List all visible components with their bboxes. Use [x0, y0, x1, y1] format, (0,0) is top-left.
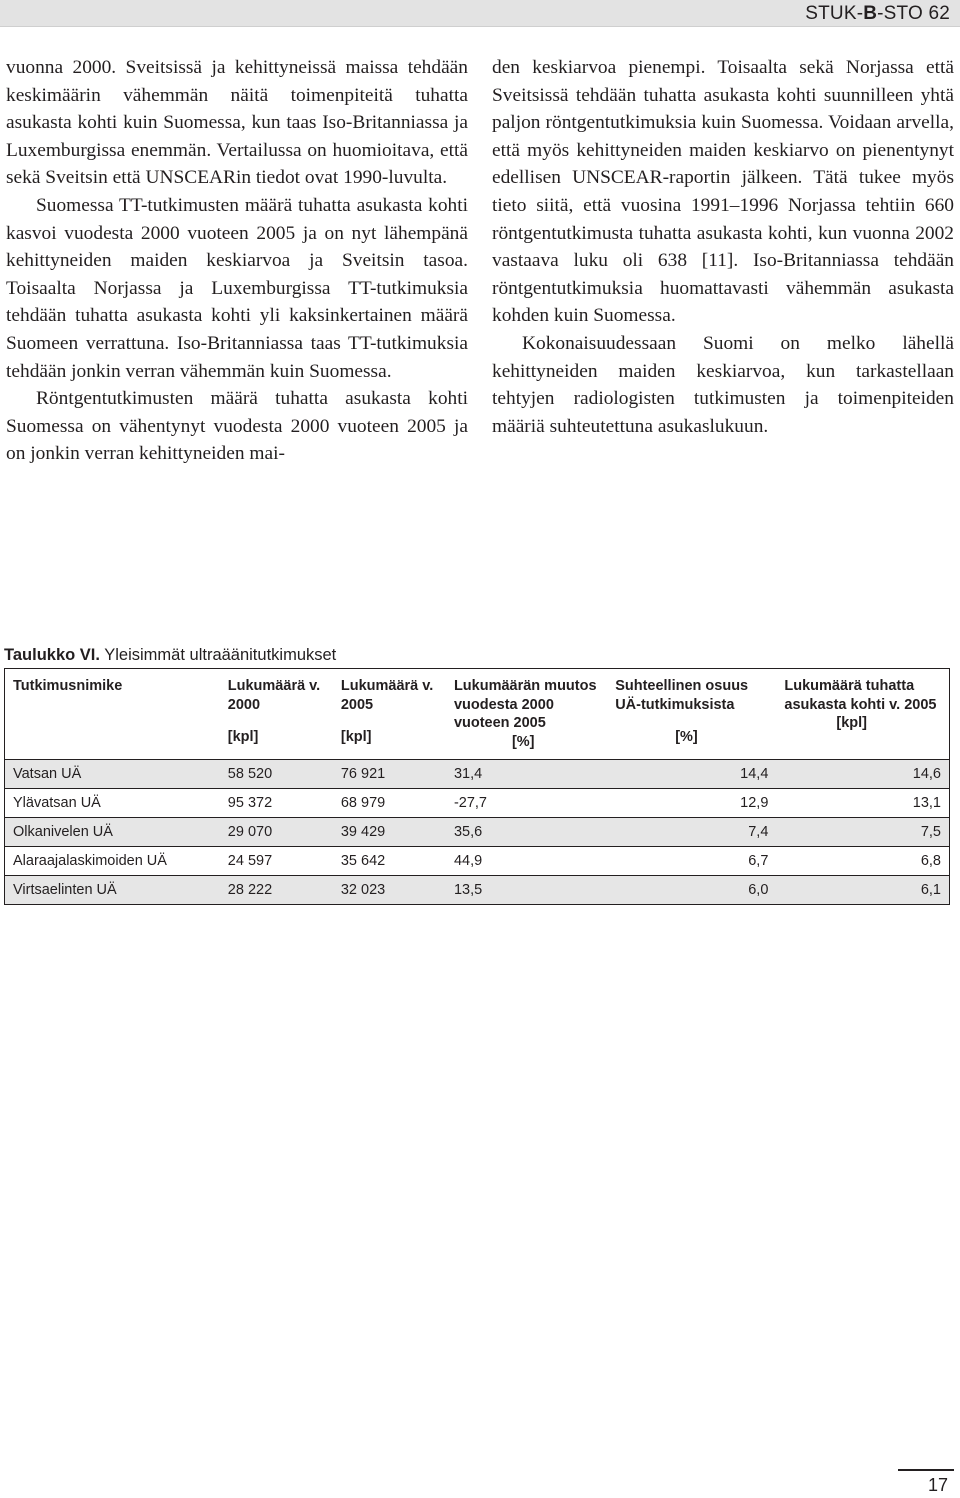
paragraph: den keskiarvoa pienempi. Toisaalta sekä Norjassa että Sveitsissä tehdään tuhatta asukasta kohti suunnilleen yhtä paljon röntgentutkimuksia kuin Suomessa. Voidaan arvella, että myös kehittyneiden maiden keskiarvo on pienentynyt edellisen UNSCEAR-raportin jälkeen. Tätä tukee myös tieto siitä, että vuosina 1991–1996 Norjassa tehtiin 660 röntgentutkimusta tuhatta asukasta kohti, kun vuonna 2002 vastaava luku oli 638 [11]. Iso-Britanniassa tehdään röntgentutkimuksia huomattavasti vähemmän asukasta kohden kuin Suomessa.	[492, 57, 954, 327]
cell: 29 070	[220, 818, 333, 847]
cell: 35,6	[446, 818, 607, 847]
table-row	[5, 847, 950, 876]
cell: 68 979	[333, 789, 446, 818]
table-caption-label: Taulukko VI.	[4, 646, 100, 664]
cell: 31,4	[446, 760, 607, 789]
cell: Olkanivelen UÄ	[5, 818, 220, 847]
cell: 6,7	[607, 847, 776, 876]
page-number-rule	[898, 1469, 954, 1471]
table-caption-text: Yleisimmät ultraäänitutkimukset	[99, 646, 337, 664]
header-cell: Tutkimusnimike	[5, 669, 220, 760]
right-text-column	[492, 54, 954, 440]
paragraph: Kokonaisuudessaan Suomi on melko lähellä kehittyneiden maiden keskiarvoa, kun tarkastellaan tehtyjen radiologisten tutkimusten ja toimenpiteiden määriä suhteutettuna asukaslukuun.	[492, 332, 954, 437]
paragraph: Röntgentutkimusten määrä tuhatta asukasta kohti Suomessa on vähentynyt vuodesta 2000 vuoteen 2005 ja on jonkin verran kehittyneiden mai-	[6, 388, 468, 465]
table-row	[5, 789, 950, 818]
cell: 35 642	[333, 847, 446, 876]
cell: 39 429	[333, 818, 446, 847]
cell: 58 520	[220, 760, 333, 789]
cell: 76 921	[333, 760, 446, 789]
paragraph: vuonna 2000. Sveitsissä ja kehittyneissä maissa tehdään keskimäärin vähemmän näitä toimenpiteitä tuhatta asukasta kohti kuin Suomessa, kun taas Iso-Britanniassa ja Luxemburgissa enemmän. Vertailussa on huomioitava, että sekä Sveitsin että UNSCEARin tiedot ovat 1990-luvulta.	[6, 57, 468, 189]
cell: 13,1	[776, 789, 949, 818]
cell: 24 597	[220, 847, 333, 876]
left-text-column	[6, 54, 468, 468]
table-row	[5, 876, 950, 905]
cell: 95 372	[220, 789, 333, 818]
table-row	[5, 760, 950, 789]
cell: 14,4	[607, 760, 776, 789]
header-cell: Lukumäärä tuhatta asukasta kohti v. 2005 [kpl]	[776, 669, 949, 760]
header-cell: Lukumäärän muutos vuodesta 2000 vuoteen 2005 [%]	[446, 669, 607, 760]
cell: 6,0	[607, 876, 776, 905]
cell: 44,9	[446, 847, 607, 876]
cell: 12,9	[607, 789, 776, 818]
header-cell: Lukumäärä v. 2000 [kpl]	[220, 669, 333, 760]
page-header-bar	[0, 0, 960, 27]
ultrasound-table	[4, 668, 950, 905]
cell: 28 222	[220, 876, 333, 905]
cell: 32 023	[333, 876, 446, 905]
cell: 6,8	[776, 847, 949, 876]
table-header-row	[5, 669, 950, 760]
cell: 13,5	[446, 876, 607, 905]
header-cell: Lukumäärä v. 2005 [kpl]	[333, 669, 446, 760]
cell: 7,4	[607, 818, 776, 847]
cell: 14,6	[776, 760, 949, 789]
cell: Virtsaelinten UÄ	[5, 876, 220, 905]
series-reference: STUK-B-STO 62	[805, 3, 950, 24]
cell: 6,1	[776, 876, 949, 905]
header-cell: Suhteellinen osuus UÄ-tutkimuksista [%]	[607, 669, 776, 760]
cell: Alaraajalaskimoiden UÄ	[5, 847, 220, 876]
table-caption	[4, 646, 944, 665]
cell: -27,7	[446, 789, 607, 818]
table-row	[5, 818, 950, 847]
paragraph: Suomessa TT-tutkimusten määrä tuhatta asukasta kohti kasvoi vuodesta 2000 vuoteen 2005 ja on nyt lähempänä kehittyneiden maiden keskiarvoa ja Sveitsin tasoa. Toisaalta Norjassa ja Luxemburgissa TT-tutkimuksia tehdään tuhatta asukasta kohti yli kaksinkertainen määrä Suomeen verrattuna. Iso-Britanniassa taas TT-tutkimuksia tehdään jonkin verran vähemmän kuin Suomessa.	[6, 194, 468, 382]
cell: Vatsan UÄ	[5, 760, 220, 789]
cell: 7,5	[776, 818, 949, 847]
page-number: 17	[927, 1475, 948, 1495]
cell: Ylävatsan UÄ	[5, 789, 220, 818]
